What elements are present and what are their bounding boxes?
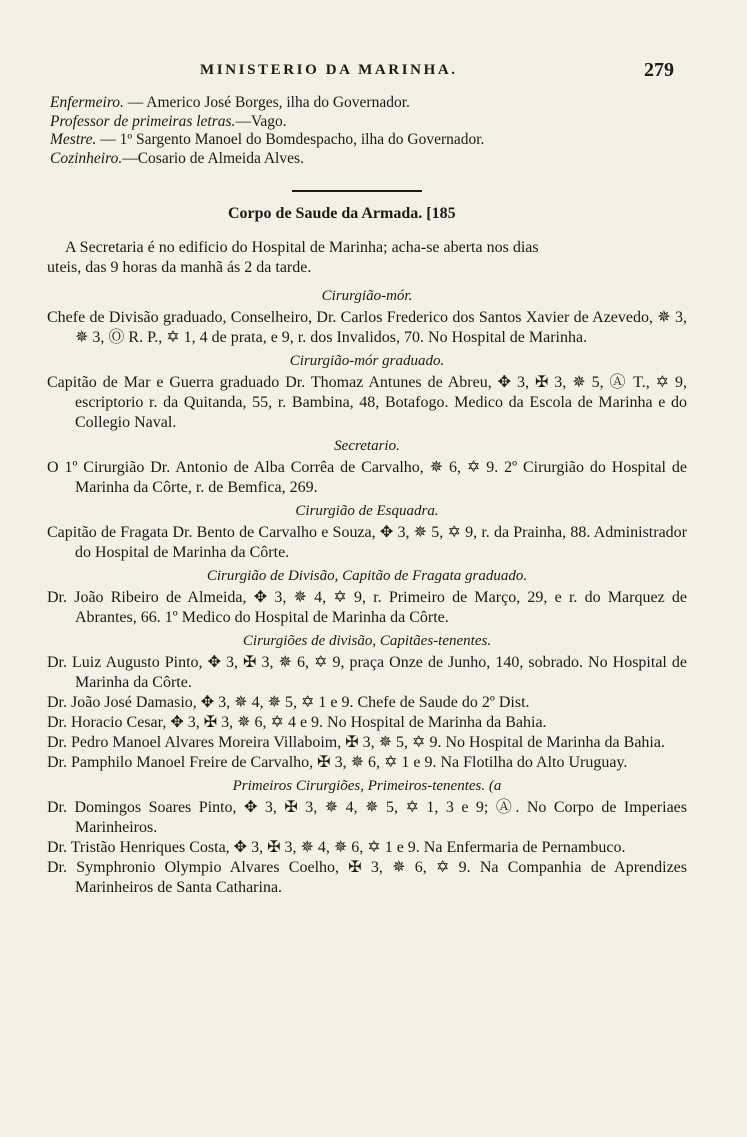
staff-row: [50, 113, 700, 132]
staff-role: Enfermeiro.: [50, 94, 124, 111]
staff-role: Mestre.: [50, 131, 97, 148]
roster-entry: Dr. Symphronio Olympio Alvares Coelho, ✠ 3, ✵ 6, ✡ 9. Na Companhia de Aprendizes Marinheiros de Santa Catharina.: [47, 859, 687, 896]
staff-row: [50, 150, 700, 169]
staff-text: —Cosario de Almeida Alves.: [122, 149, 304, 167]
rank-heading: Cirurgião-mór.: [321, 288, 413, 304]
page-header: [0, 59, 747, 86]
staff-row: [50, 94, 700, 113]
roster-entry: Capitão de Fragata Dr. Bento de Carvalho e Souza, ✥ 3, ✵ 5, ✡ 9, r. da Prainha, 88. Administrador do Hospital de Marinha da Côrte.: [47, 524, 687, 561]
staff-text: — Americo José Borges, ilha do Governador.: [123, 94, 410, 111]
roster-entry: O 1º Cirurgião Dr. Antonio de Alba Corrêa de Carvalho, ✵ 6, ✡ 9. 2º Cirurgião do Hospital de Marinha da Côrte, r. de Bemfica, 269.: [47, 459, 687, 496]
staff-role: Cozinheiro.: [50, 149, 123, 167]
roster-entry: Dr. Luiz Augusto Pinto, ✥ 3, ✠ 3, ✵ 6, ✡ 9, praça Onze de Junho, 140, sobrado. No Hospital de Marinha da Côrte.: [47, 654, 687, 691]
staff-text: —Vago.: [235, 112, 287, 130]
roster-entry: Dr. Tristão Henriques Costa, ✥ 3, ✠ 3, ✵ 4, ✵ 6, ✡ 1 e 9. Na Enfermaria de Pernambuco.: [47, 839, 626, 856]
rank-heading: Cirurgião de Esquadra.: [295, 503, 439, 519]
section-title: Corpo de Saude da Armada. [185: [228, 205, 456, 222]
staff-list: [50, 94, 700, 168]
page-number: 279: [644, 59, 674, 81]
intro-line: A Secretaria é no edificio do Hospital de Marinha; acha-se aberta nos dias: [65, 239, 539, 256]
staff-row: [50, 131, 700, 150]
rank-heading: Cirurgião-mór graduado.: [289, 353, 445, 369]
rank-heading: Cirurgião de Divisão, Capitão de Fragata graduado.: [206, 568, 528, 584]
running-title: MINISTERIO DA MARINHA.: [200, 62, 458, 78]
roster-entry: Dr. João Ribeiro de Almeida, ✥ 3, ✵ 4, ✡ 9, r. Primeiro de Março, 29, e r. do Marquez de Abrantes, 66. 1º Medico do Hospital de Marinha da Côrte.: [47, 589, 687, 626]
roster-entry: Dr. Pedro Manoel Alvares Moreira Villaboim, ✠ 3, ✵ 5, ✡ 9. No Hospital de Marinha da Bahia.: [47, 734, 665, 751]
rank-heading: Cirurgiões de divisão, Capitães-tenentes.: [242, 633, 492, 649]
roster-entry: Dr. Pamphilo Manoel Freire de Carvalho, ✠ 3, ✵ 6, ✡ 1 e 9. Na Flotilha do Alto Uruguay.: [47, 754, 628, 771]
roster-entry: Capitão de Mar e Guerra graduado Dr. Thomaz Antunes de Abreu, ✥ 3, ✠ 3, ✵ 5, Ⓐ T., ✡ 9, escriptorio r. da Quitanda, 55, r. Bambina, 48, Botafogo. Medico da Escola de Marinha e do Collegio Naval.: [47, 374, 687, 431]
staff-text: — 1º Sargento Manoel do Bomdespacho, ilha do Governador.: [96, 131, 485, 148]
roster-entry: Dr. Domingos Soares Pinto, ✥ 3, ✠ 3, ✵ 4, ✵ 5, ✡ 1, 3 e 9; Ⓐ. No Corpo de Imperiaes Marinheiros.: [47, 799, 687, 836]
roster-content: [47, 283, 687, 898]
rank-heading: Primeiros Cirurgiões, Primeiros-tenentes. (a: [232, 778, 502, 794]
intro-paragraph: [47, 238, 687, 278]
roster-entry: Chefe de Divisão graduado, Conselheiro, Dr. Carlos Frederico dos Santos Xavier de Azevedo, ✵ 3, ✵ 3, Ⓞ R. P., ✡ 1, 4 de prata, e 9, r. dos Invalidos, 70. No Hospital de Marinha.: [47, 309, 687, 346]
roster-entry: Dr. Horacio Cesar, ✥ 3, ✠ 3, ✵ 6, ✡ 4 e 9. No Hospital de Marinha da Bahia.: [47, 714, 547, 731]
roster-entry: Dr. João José Damasio, ✥ 3, ✵ 4, ✵ 5, ✡ 1 e 9. Chefe de Saude do 2º Dist.: [47, 694, 530, 711]
staff-role: Professor de primeiras letras.: [50, 112, 236, 130]
intro-line: uteis, das 9 horas da manhã ás 2 da tarde.: [47, 259, 312, 276]
rank-heading: Secretario.: [334, 438, 400, 454]
section-divider: [292, 190, 422, 192]
